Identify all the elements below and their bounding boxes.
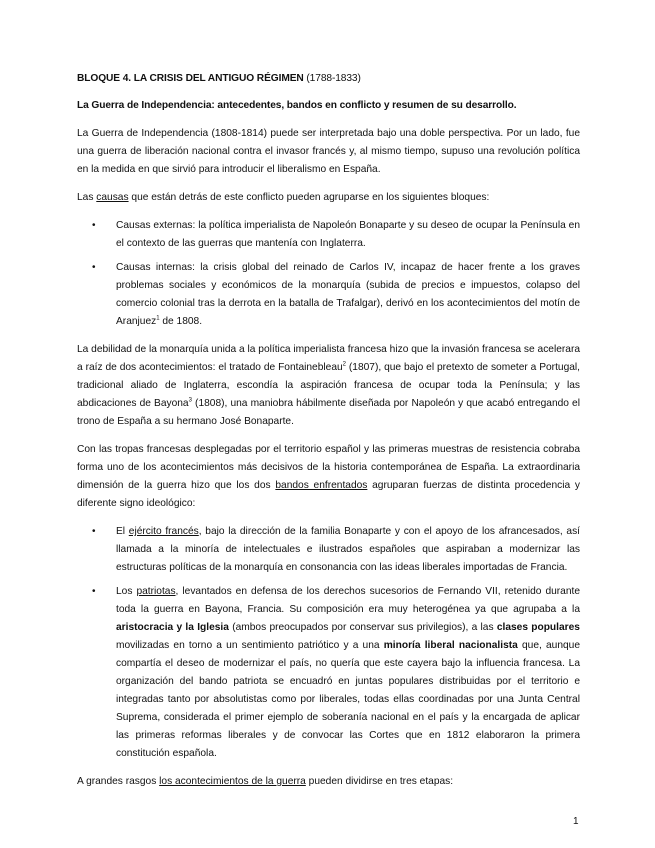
bandos-link[interactable]: bandos enfrentados — [275, 480, 368, 491]
ejercito-frances-link[interactable]: ejército francés — [128, 526, 199, 537]
list-item-internal-causes: • Causas internas: la crisis global del reinado de Carlos IV, incapaz de hacer frente a los graves problemas sociales y económicos de la monarquía (subida de precios e impuestos, colapso del comercio colonial tras la derrota en la batalla de Trafalgar), derivó en los acontecimientos del motín de Aranjuez$^1$ de 1808. — [77, 259, 580, 331]
bullet-icon: • — [92, 220, 96, 231]
sides-list — [77, 523, 580, 763]
title-dates: (1788-1833) — [306, 73, 361, 84]
document-page — [77, 70, 580, 791]
troops-paragraph: Con las tropas francesas desplegadas por el territorio español y las primeras muestras de resistencia cobraba forma uno de los acontecimientos más decisivos de la historia contemporánea de España. La extraordinaria dimensión de la guerra hizo que los dos bandos enfrentados agruparan fuerzas de distinta procedencia y diferente signo ideológico: — [77, 444, 581, 509]
bullet-icon: • — [92, 262, 96, 273]
footnote-ref-1[interactable]: 1 — [156, 315, 160, 322]
intro-paragraph: La Guerra de Independencia (1808-1814) puede ser interpretada bajo una doble perspectiva. Por un lado, fue una guerra de liberación nacional contra el invasor francés y, al mismo tiempo, supuso una revolución política en la medida en que sirvió para introducir el liberalismo en España. — [77, 128, 580, 175]
causes-list — [77, 217, 580, 331]
bullet-icon: • — [92, 526, 96, 537]
list-item-french-army: • El ejército francés, bajo la dirección de la familia Bonaparte y con el apoyo de los afrancesados, así llamada a la minoría de intelectuales e ilustrados españoles que aspiraban a modernizar las estructuras políticas de la monarquía en consonancia con las ideas liberales importadas de Francia. — [77, 523, 580, 577]
causes-link[interactable]: causas — [96, 192, 129, 203]
list-item-external-causes: • Causas externas: la política imperialista de Napoleón Bonaparte y su deseo de ocupar la Península en el contexto de las guerras que mantenía con Inglaterra. — [77, 217, 580, 253]
footnote-ref-3[interactable]: 3 — [188, 397, 192, 404]
document-title: BLOQUE 4. LA CRISIS DEL ANTIGUO RÉGIMEN (1788-1833) — [77, 73, 361, 84]
weakness-paragraph: La debilidad de la monarquía unida a la política imperialista francesa hizo que la invasión francesa se acelerara a raíz de dos acontecimientos: el tratado de Fontainebleau$^2$ (1807), que bajo el pretexto de someter a Portugal, tradicional aliado de Inglaterra, escondía la aspiración francesa de ocupar toda la Península; y las abdicaciones de Bayona$^3$ (1808), una maniobra hábilmente diseñada por Napoleón y que acabó entregando el trono de España a su hermano José Bonaparte. — [77, 344, 581, 427]
bold-clases-populares: clases populares — [496, 622, 580, 633]
bold-minoria-liberal: minoría liberal nacionalista — [383, 640, 518, 651]
section-subtitle: La Guerra de Independencia: antecedentes, bandos en conflicto y resumen de su desarrollo. — [77, 100, 517, 111]
stages-paragraph: A grandes rasgos los acontecimientos de la guerra pueden dividirse en tres etapas: — [77, 776, 454, 787]
patriotas-link[interactable]: patriotas — [136, 586, 176, 597]
page-number: 1 — [573, 816, 579, 827]
bullet-icon: • — [92, 586, 96, 597]
causes-intro-paragraph: Las causas que están detrás de este conflicto pueden agruparse en los siguientes bloques: — [77, 192, 490, 203]
list-item-patriots: • Los patriotas, levantados en defensa de los derechos sucesorios de Fernando VII, retenido durante toda la guerra en Bayona, Francia. Su composición era muy heterogénea ya que agrupaba a la aristocracia y la Iglesia (ambos preocupados por conservar sus privilegios), a las clases populares movilizadas en torno a un sentimiento patriótico y a una minoría liberal nacionalista que, aunque compartía el deseo de modernizar el país, no quería que este cayera bajo la influencia francesa. La organización del bando patriota se encuadró en juntas populares distribuidas por el territorio e integradas tanto por absolutistas como por liberales, todas ellas coordinadas por una Junta Central Suprema, considerada el primer ejemplo de soberanía nacional en el país y la encargada de aplicar las primeras reformas liberales y de convocar las Cortes que en 1812 elaboraron la primera constitución española. — [77, 583, 580, 763]
acontecimientos-link[interactable]: los acontecimientos de la guerra — [159, 776, 306, 787]
bold-aristocracia: aristocracia y la Iglesia — [116, 622, 229, 633]
footnote-ref-2[interactable]: 2 — [342, 361, 346, 368]
